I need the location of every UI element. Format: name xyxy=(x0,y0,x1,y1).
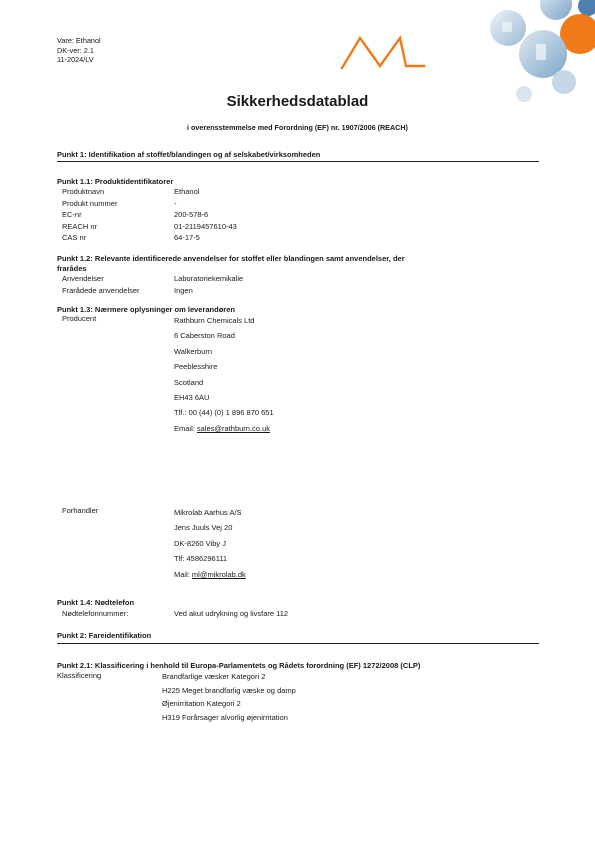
row-value: 01-2119457610-43 xyxy=(174,221,237,231)
row-value: Laboratoriekemikalie xyxy=(174,274,244,283)
mikrolab-logo xyxy=(340,26,426,72)
phone-line: Tlf: 4586296111 xyxy=(174,554,228,564)
section-1-2-title xyxy=(57,254,539,273)
email-line xyxy=(174,567,246,582)
section-1-3-title: Punkt 1.3: Nærmere oplysninger om leverandøren xyxy=(57,305,235,314)
page-subtitle: i overensstemmelse med Forordning (EF) nr. 1907/2006 (REACH) xyxy=(187,123,408,132)
section-2-title: Punkt 2: Fareidentifikation xyxy=(57,631,152,640)
classification-values xyxy=(162,670,296,724)
section-1-1-title: Punkt 1.1: Produktidentifikatorer xyxy=(57,177,174,186)
producer-address xyxy=(174,313,274,436)
email-line xyxy=(174,421,274,436)
row-value: 64-17-5 xyxy=(174,233,200,242)
producer-email-link[interactable]: sales@rathburn.co.uk xyxy=(196,423,270,433)
row-label: REACH nr xyxy=(62,221,98,231)
emergency-value: Ved akut udrykning og livsfare 112 xyxy=(174,609,289,618)
email-prefix: Email: xyxy=(174,423,197,433)
dealer-label: Forhandler xyxy=(62,506,99,515)
classification-label: Klassificering xyxy=(57,671,102,680)
section-1-4-title: Punkt 1.4: Nødtelefon xyxy=(57,598,135,607)
document-meta xyxy=(57,36,101,65)
address-line: EH43 6AU xyxy=(174,393,210,403)
meta-version: DK-ver: 2.1 xyxy=(57,45,94,55)
page-title: Sikkerhedsdatablad xyxy=(226,93,369,110)
phone-line: Tlf.: 00 (44) (0) 1 896 870 651 xyxy=(174,408,274,418)
classification-line: H225 Meget brandfarlig væske og damp xyxy=(162,685,296,695)
row-label: Anvendelser xyxy=(62,274,104,283)
classification-line: Øjenirritation Kategori 2 xyxy=(162,699,241,708)
meta-product: Vare: Ethanol xyxy=(57,36,101,45)
section-2-1-title: Punkt 2.1: Klassificering i henhold til Europa-Parlamentets og Rådets forordning (EF) 1272/2008 (CLP) xyxy=(57,661,421,670)
email-prefix: Mail: xyxy=(174,569,192,579)
address-line: 6 Caberston Road xyxy=(174,331,235,341)
section-1-title: Punkt 1: Identifikation af stoffet/blandingen og af selskabet/virksomheden xyxy=(57,150,321,159)
address-line: Scotland xyxy=(174,377,204,387)
dealer-email-link[interactable]: ml@mikrolab.dk xyxy=(191,569,246,579)
row-label: Frarådede anvendelser xyxy=(62,285,140,295)
row-value: 200-578-6 xyxy=(174,210,209,219)
row-label: CAS nr xyxy=(62,233,87,242)
classification-line: H319 Forårsager alvorlig øjenirritation xyxy=(162,712,288,722)
row-value: Ethanol xyxy=(174,187,200,196)
producer-label: Producent xyxy=(62,314,97,323)
row-label: Produkt nummer xyxy=(62,198,118,208)
meta-date: 11-2024/LV xyxy=(57,55,94,64)
divider xyxy=(57,161,539,162)
classification-line: Brandfarlige væsker Kategori 2 xyxy=(162,672,266,681)
section-1-2-title-line1: Punkt 1.2: Relevante identificerede anvendelser for stoffet eller blandingen samt anvendelser, der xyxy=(57,254,405,263)
address-line: Jens Juuls Vej 20 xyxy=(174,523,233,533)
address-line: Peeblesshire xyxy=(174,362,218,372)
address-line: Rathburn Chemicals Ltd xyxy=(174,316,255,325)
row-value: Ingen xyxy=(174,285,193,295)
address-line: DK-8260 Viby J xyxy=(174,538,226,548)
address-line: Mikrolab Aarhus A/S xyxy=(174,508,242,517)
section-1-2-title-line2: frarådes xyxy=(57,263,87,273)
emergency-label: Nødtelefonnummer: xyxy=(62,609,129,618)
row-value: - xyxy=(174,198,177,208)
dealer-address xyxy=(174,505,246,582)
address-line: Walkerburn xyxy=(174,346,213,356)
row-label: Produktnavn xyxy=(62,187,105,196)
divider xyxy=(57,643,539,644)
row-label: EC-nr xyxy=(62,210,82,219)
